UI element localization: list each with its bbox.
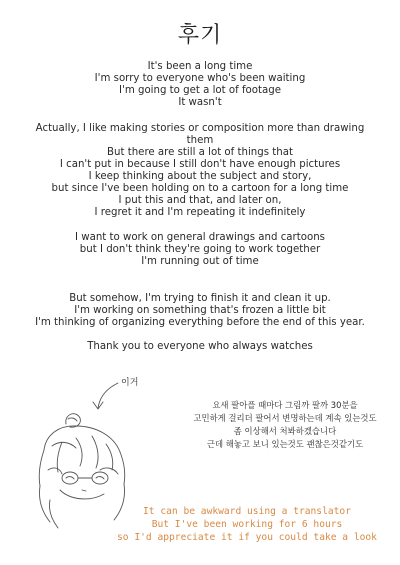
text-line: I'm running out of time xyxy=(141,256,259,267)
korean-note-line: 근데 해놓고 보니 있는것도 괜찮은것같기도 xyxy=(206,439,364,449)
text-line: I'm working on something that's frozen a little bit xyxy=(74,305,326,316)
translator-note-line: But I've been working for 6 hours xyxy=(151,519,343,530)
text-line: I'm sorry to everyone who's been waiting xyxy=(94,73,306,84)
text-line: I can't put in because I still don't have enough pictures xyxy=(59,159,341,170)
translator-note-line: so I'd appreciate it if you could take a look xyxy=(117,532,377,543)
text-line: I'm going to get a lot of footage xyxy=(119,85,281,96)
arrow-label: 이거 xyxy=(121,378,139,388)
text-line: I regret it and I'm repeating it indefinitely xyxy=(94,207,306,218)
text-line: I'm thinking of organizing everything before the end of this year. xyxy=(35,317,365,328)
korean-note-line: 좀 이상해서 처봐하겠습니다 xyxy=(233,426,337,436)
translator-note-line: It can be awkward using a translator xyxy=(143,506,351,517)
text-line: I keep thinking about the subject and story, xyxy=(88,171,312,182)
korean-note-line: 요새 팔아플 때마다 그림까 팔까 30분을 xyxy=(212,400,358,410)
text-line: them xyxy=(186,135,214,146)
text-line: It's been a long time xyxy=(147,61,253,72)
text-line: Actually, I like making stories or composition more than drawing xyxy=(35,123,365,134)
text-line: I put this and that, and later on, xyxy=(118,195,282,206)
korean-note-line: 고민하게 걸리더 팔어서 변명하는데 계속 있는것도 xyxy=(193,413,377,423)
translator-note xyxy=(94,505,400,544)
korean-note xyxy=(170,399,400,451)
text-line: But somehow, I'm trying to finish it and clean it up. xyxy=(69,293,331,304)
text-line: It wasn't xyxy=(178,97,222,108)
page-title: 후기 xyxy=(177,23,223,48)
text-line: I want to work on general drawings and cartoons xyxy=(75,232,325,243)
text-line: but I don't think they're going to work together xyxy=(79,244,321,255)
text-line: But there are still a lot of things that xyxy=(107,147,293,158)
text-line: but since I've been holding on to a cartoon for a long time xyxy=(51,183,349,194)
text-line: Thank you to everyone who always watches xyxy=(87,341,313,352)
